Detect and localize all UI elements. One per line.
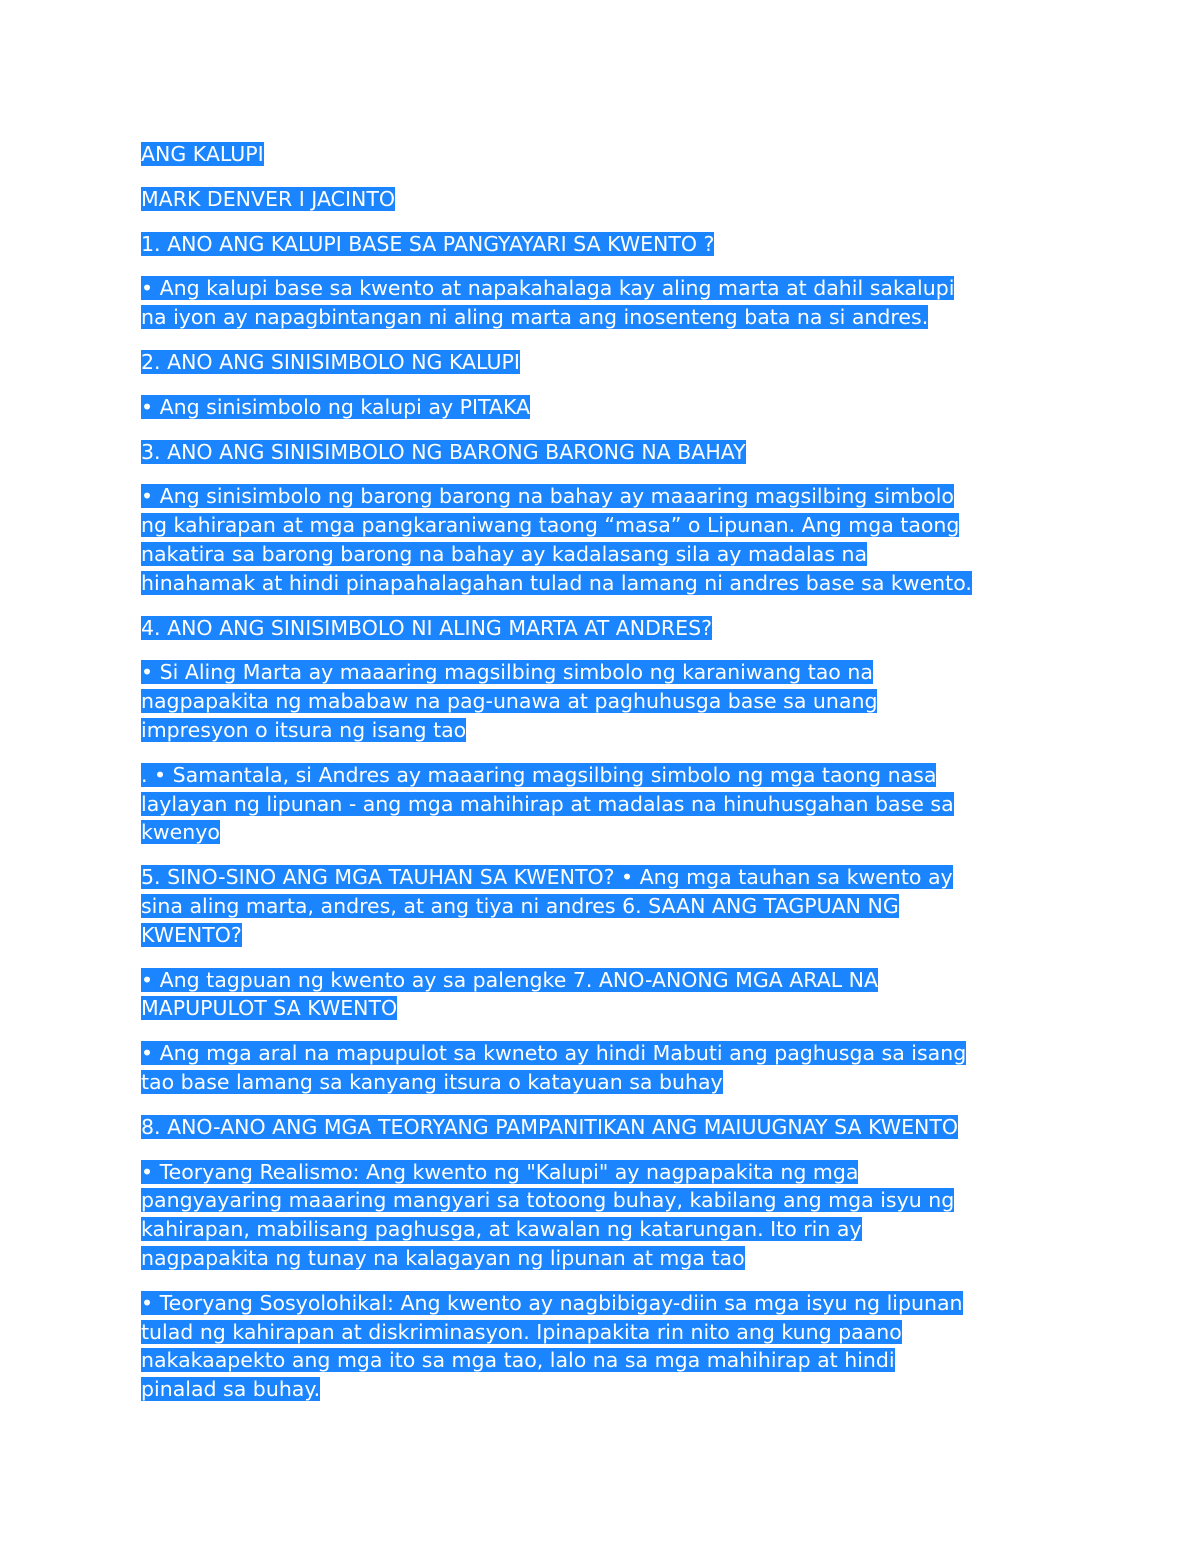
text-line-row	[141, 716, 1071, 745]
text-line-row	[141, 393, 1071, 422]
text-line-row	[141, 274, 1071, 303]
selected-text-line[interactable]: sina aling marta, andres, at ang tiya ni andres 6. SAAN ANG TAGPUAN NG	[141, 893, 899, 918]
selected-text-line[interactable]: nakakaapekto ang mga ito sa mga tao, lalo na sa mga mahihirap at hindi	[141, 1348, 895, 1373]
selected-text-line[interactable]: kwenyo	[141, 820, 220, 845]
paragraph[interactable]	[141, 185, 1071, 214]
selected-text-line[interactable]: • Ang tagpuan ng kwento ay sa palengke 7. ANO-ANONG MGA ARAL NA	[141, 967, 879, 992]
text-line-row	[141, 1215, 1071, 1244]
selected-text-line[interactable]: 3. ANO ANG SINISIMBOLO NG BARONG BARONG NA BAHAY	[141, 439, 746, 464]
text-line-row	[141, 863, 1071, 892]
selected-text-line[interactable]: ANG KALUPI	[141, 142, 264, 166]
text-line-row	[141, 1186, 1071, 1215]
text-line-row	[141, 438, 1071, 467]
text-line-row	[141, 790, 1071, 819]
text-line-row	[141, 921, 1071, 950]
selected-text-line[interactable]: nakatira sa barong barong na bahay ay kadalasang sila ay madalas na	[141, 541, 868, 566]
selected-text-line[interactable]: • Teoryang Sosyolohikal: Ang kwento ay nagbibigay-diin sa mga isyu ng lipunan	[141, 1290, 963, 1315]
selected-text-line[interactable]: 1. ANO ANG KALUPI BASE SA PANGYAYARI SA KWENTO ?	[141, 231, 715, 256]
text-line-row	[141, 1158, 1071, 1187]
selected-text-line[interactable]: 8. ANO-ANO ANG MGA TEORYANG PAMPANITIKAN ANG MAIUUGNAY SA KWENTO	[141, 1114, 959, 1139]
selected-text-line[interactable]: laylayan ng lipunan - ang mga mahihirap at madalas na hinuhusgahan base sa	[141, 791, 954, 816]
selected-text-line[interactable]: ng kahirapan at mga pangkaraniwang taong “masa” o Lipunan. Ang mga taong	[141, 513, 960, 538]
selected-text-line[interactable]: tao base lamang sa kanyang itsura o katayuan sa buhay	[141, 1069, 723, 1094]
text-line-row	[141, 818, 1071, 847]
text-line-row	[141, 1375, 1071, 1404]
selected-text-line[interactable]: tulad ng kahirapan at diskriminasyon. Ipinapakita rin nito ang kung paano	[141, 1319, 902, 1344]
selected-text-line[interactable]: 5. SINO-SINO ANG MGA TAUHAN SA KWENTO? • Ang mga tauhan sa kwento ay	[141, 865, 953, 890]
text-line-row	[141, 140, 1071, 169]
text-line-row	[141, 1318, 1071, 1347]
selected-text-line[interactable]: na iyon ay napagbintangan ni aling marta ang inosenteng bata na si andres.	[141, 305, 929, 330]
text-line-row	[141, 892, 1071, 921]
selected-text-line[interactable]: • Ang kalupi base sa kwento at napakahalaga kay aling marta at dahil sakalupi	[141, 276, 955, 301]
selected-text-line[interactable]: • Ang sinisimbolo ng barong barong na bahay ay maaaring magsilbing simbolo	[141, 484, 954, 509]
paragraph[interactable]	[141, 614, 1071, 643]
paragraph[interactable]	[141, 1158, 1071, 1273]
selected-text-line[interactable]: pinalad sa buhay.	[141, 1377, 321, 1402]
selected-text-line[interactable]: KWENTO?	[141, 922, 242, 947]
paragraph[interactable]	[141, 482, 1071, 597]
text-line-row	[141, 303, 1071, 332]
selected-text-line[interactable]: impresyon o itsura ng isang tao	[141, 717, 467, 742]
paragraph[interactable]	[141, 863, 1071, 949]
text-line-row	[141, 1244, 1071, 1273]
selected-text-line[interactable]: • Ang sinisimbolo ng kalupi ay PITAKA	[141, 394, 531, 419]
paragraph[interactable]	[141, 393, 1071, 422]
text-line-row	[141, 761, 1071, 790]
paragraph[interactable]	[141, 438, 1071, 467]
text-line-row	[141, 348, 1071, 377]
text-line-row	[141, 1346, 1071, 1375]
selected-text-line[interactable]: hinahamak at hindi pinapahalagahan tulad na lamang ni andres base sa kwento.	[141, 570, 972, 595]
text-line-row	[141, 658, 1071, 687]
document-body[interactable]	[141, 140, 1071, 1420]
selected-text-line[interactable]: nagpapakita ng mababaw na pag-unawa at paghuhusga base sa unang	[141, 689, 878, 714]
text-line-row	[141, 540, 1071, 569]
paragraph[interactable]	[141, 658, 1071, 744]
selected-text-line[interactable]: 4. ANO ANG SINISIMBOLO NI ALING MARTA AT ANDRES?	[141, 615, 712, 640]
selected-text-line[interactable]: 2. ANO ANG SINISIMBOLO NG KALUPI	[141, 349, 520, 374]
paragraph[interactable]	[141, 1289, 1071, 1404]
text-line-row	[141, 1113, 1071, 1142]
paragraph[interactable]	[141, 348, 1071, 377]
paragraph[interactable]	[141, 1039, 1071, 1097]
paragraph[interactable]	[141, 274, 1071, 332]
text-line-row	[141, 614, 1071, 643]
selected-text-line[interactable]: • Si Aling Marta ay maaaring magsilbing simbolo ng karaniwang tao na	[141, 660, 873, 685]
text-line-row	[141, 966, 1071, 995]
text-line-row	[141, 1068, 1071, 1097]
selected-text-line[interactable]: pangyayaring maaaring mangyari sa totoong buhay, kabilang ang mga isyu ng	[141, 1188, 955, 1213]
selected-text-line[interactable]: • Teoryang Realismo: Ang kwento ng "Kalupi" ay nagpapakita ng mga	[141, 1159, 859, 1184]
text-line-row	[141, 687, 1071, 716]
paragraph[interactable]	[141, 140, 1071, 169]
paragraph[interactable]	[141, 761, 1071, 847]
selected-text-line[interactable]: . • Samantala, si Andres ay maaaring magsilbing simbolo ng mga taong nasa	[141, 762, 937, 787]
text-line-row	[141, 230, 1071, 259]
paragraph[interactable]	[141, 1113, 1071, 1142]
text-line-row	[141, 482, 1071, 511]
text-line-row	[141, 1039, 1071, 1068]
paragraph[interactable]	[141, 966, 1071, 1024]
text-line-row	[141, 994, 1071, 1023]
paragraph[interactable]	[141, 230, 1071, 259]
text-line-row	[141, 185, 1071, 214]
text-line-row	[141, 569, 1071, 598]
selected-text-line[interactable]: MARK DENVER I JACINTO	[141, 186, 395, 211]
selected-text-line[interactable]: kahirapan, mabilisang paghusga, at kawalan ng katarungan. Ito rin ay	[141, 1217, 862, 1242]
text-line-row	[141, 511, 1071, 540]
text-line-row	[141, 1289, 1071, 1318]
selected-text-line[interactable]: • Ang mga aral na mapupulot sa kwneto ay hindi Mabuti ang paghusga sa isang	[141, 1041, 967, 1066]
selected-text-line[interactable]: nagpapakita ng tunay na kalagayan ng lipunan at mga tao	[141, 1245, 745, 1270]
selected-text-line[interactable]: MAPUPULOT SA KWENTO	[141, 996, 398, 1021]
